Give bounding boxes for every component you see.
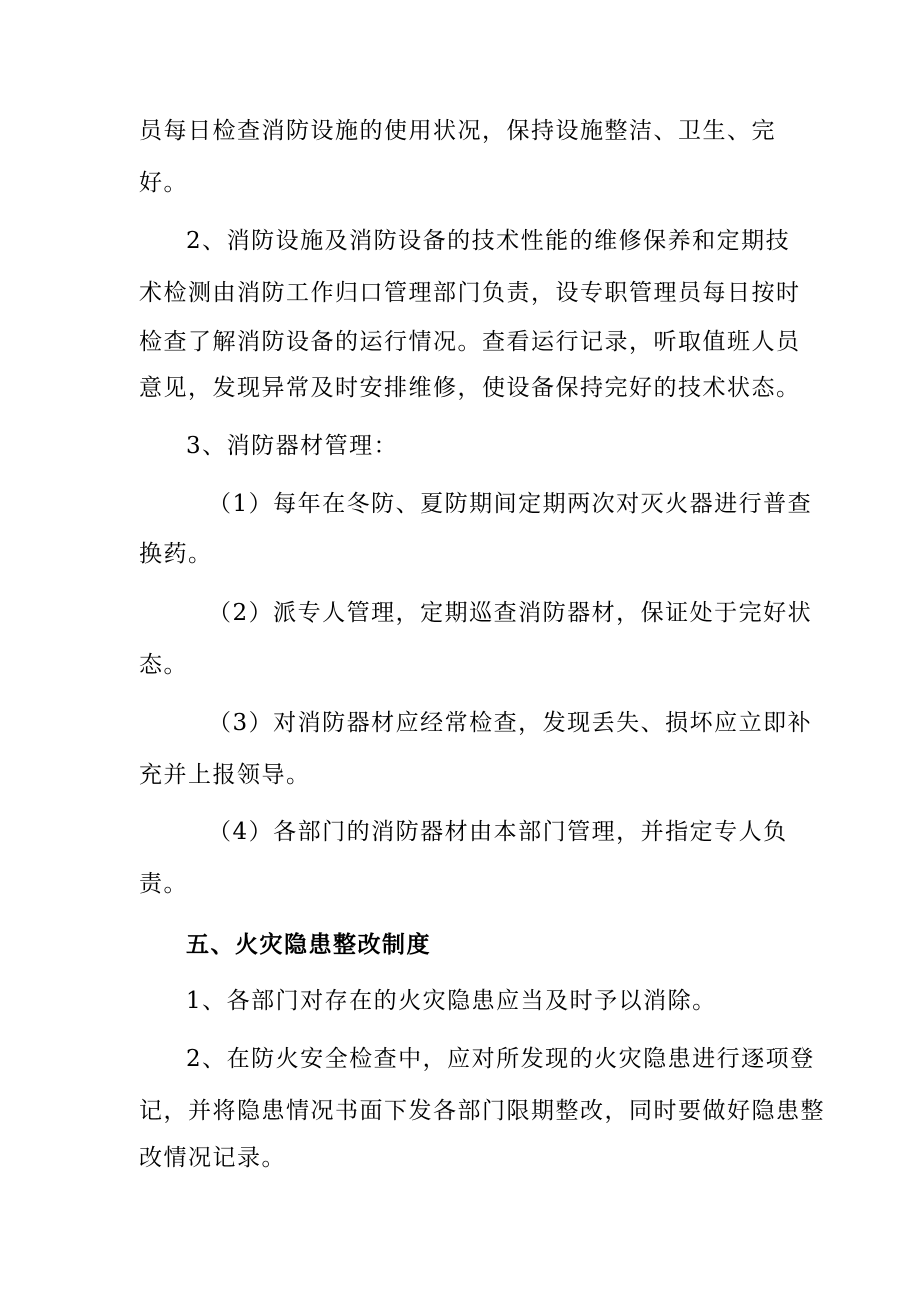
para-maintenance-line-4: 意见，发现异常及时安排维修，使设备保持完好的技术状态。 xyxy=(139,375,801,401)
item-3-line-2: 充并上报领导。 xyxy=(139,762,311,788)
para-hazard-registration-line-3: 改情况记录。 xyxy=(139,1145,286,1171)
para-hazard-elimination: 1、各部门对存在的火灾隐患应当及时予以消除。 xyxy=(186,988,717,1014)
item-1-line-2: 换药。 xyxy=(139,541,213,567)
section-heading: 五、火灾隐患整改制度 xyxy=(186,932,431,958)
item-3-line-1: （3）对消防器材应经常检查，发现丢失、损坏应立即补 xyxy=(208,710,813,736)
para-equipment-management: 3、消防器材管理： xyxy=(186,433,399,459)
para-maintenance-line-3: 检查了解消防设备的运行情况。查看运行记录，听取值班人员 xyxy=(139,329,801,355)
para-hazard-registration-line-2: 记，并将隐患情况书面下发各部门限期整改，同时要做好隐患整 xyxy=(139,1098,825,1124)
para-maintenance-line-2: 术检测由消防工作归口管理部门负责，设专职管理员每日按时 xyxy=(139,280,801,306)
para-facility-check-line-1: 员每日检查消防设施的使用状况，保持设施整洁、卫生、完 xyxy=(139,118,776,144)
para-maintenance-line-1: 2、消防设施及消防设备的技术性能的维修保养和定期技 xyxy=(186,228,791,254)
item-1-line-1: （1）每年在冬防、夏防期间定期两次对灭火器进行普查 xyxy=(208,491,813,517)
item-2-line-1: （2）派专人管理，定期巡查消防器材，保证处于完好状 xyxy=(208,600,813,626)
para-hazard-registration-line-1: 2、在防火安全检查中，应对所发现的火灾隐患进行逐项登 xyxy=(186,1046,815,1072)
item-2-line-2: 态。 xyxy=(139,652,188,678)
item-4-line-2: 责。 xyxy=(139,871,188,897)
para-facility-check-line-2: 好。 xyxy=(139,170,188,196)
item-4-line-1: （4）各部门的消防器材由本部门管理，并指定专人负 xyxy=(208,819,788,845)
